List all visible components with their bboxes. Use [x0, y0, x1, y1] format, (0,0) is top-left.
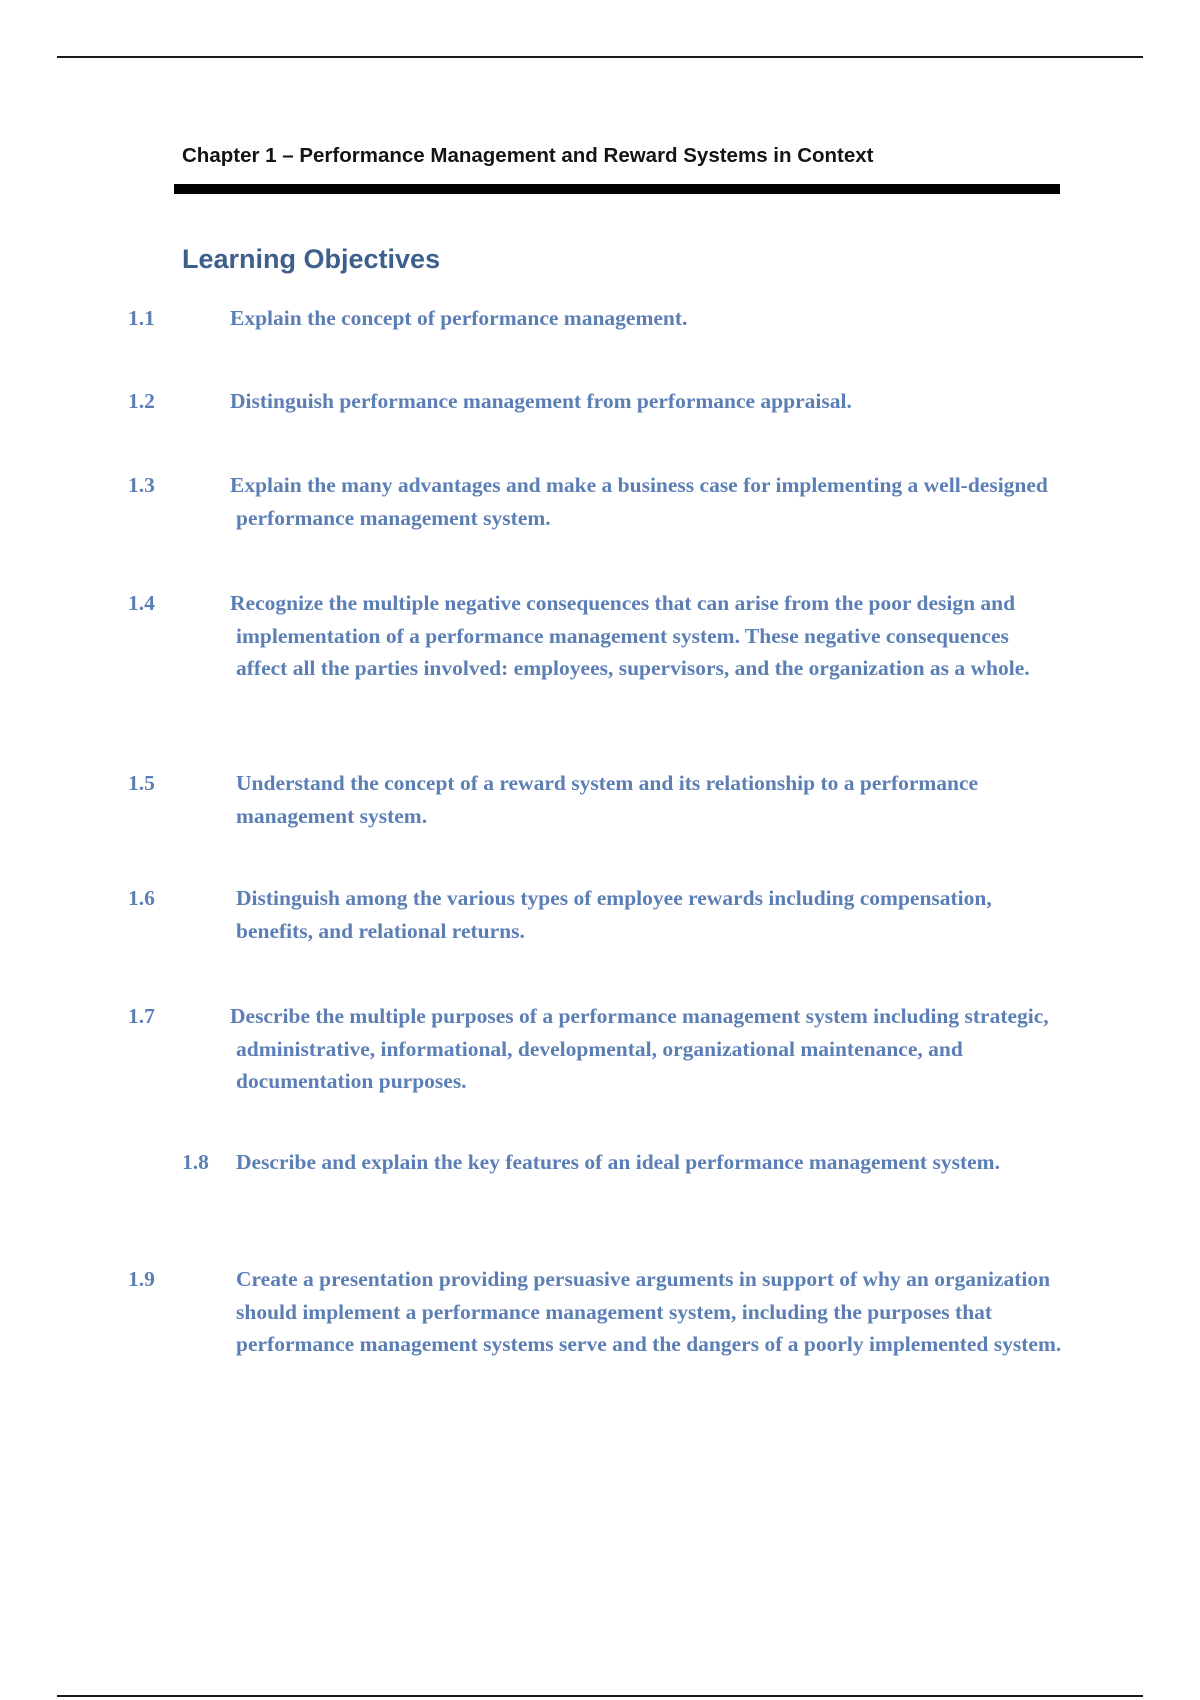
- objective-number: 1.7: [128, 1004, 155, 1028]
- objective-1-9: [128, 1263, 1062, 1361]
- objective-1-7: [128, 1000, 1062, 1098]
- objective-number: 1.8: [182, 1150, 209, 1174]
- learning-objectives-title: Learning Objectives: [182, 244, 441, 274]
- objective-1-2: [128, 385, 1062, 418]
- header-divider-bar: [174, 184, 1060, 194]
- objective-number: 1.9: [128, 1267, 155, 1291]
- objective-number: 1.2: [128, 389, 155, 413]
- objective-number: 1.4: [128, 591, 155, 615]
- objective-text: Describe and explain the key features of an ideal performance management system.: [236, 1150, 1000, 1174]
- objective-text: Distinguish among the various types of employee rewards including compensation, benefits, and relational returns.: [236, 886, 992, 943]
- objective-number: 1.6: [128, 886, 155, 910]
- objective-1-3: [128, 469, 1062, 534]
- objective-1-6: [128, 882, 1062, 947]
- objective-text: Explain the concept of performance management.: [230, 306, 688, 330]
- objective-text: Recognize the multiple negative consequences that can arise from the poor design and implementation of a performance management system. These negative consequences affect all the parties involved: employees, supervisors, and the organization as a whole.: [230, 591, 1030, 680]
- objective-text: Create a presentation providing persuasive arguments in support of why an organization should implement a performance management system, including the purposes that performance management systems serve and the dangers of a poorly implemented system.: [236, 1267, 1062, 1356]
- objective-number: 1.3: [128, 473, 155, 497]
- objective-text: Understand the concept of a reward system and its relationship to a performance management system.: [236, 771, 979, 828]
- objective-text: Describe the multiple purposes of a performance management system including strategic, administrative, informational, developmental, organizational maintenance, and documentation purposes.: [230, 1004, 1049, 1093]
- objective-number: 1.5: [128, 771, 155, 795]
- objective-1-4: [128, 587, 1062, 685]
- chapter-header: Chapter 1 – Performance Management and Reward Systems in Context: [182, 144, 874, 167]
- objective-text: Explain the many advantages and make a business case for implementing a well-designed performance management system.: [230, 473, 1048, 530]
- objective-number: 1.1: [128, 306, 155, 330]
- objective-1-8: [182, 1146, 1062, 1179]
- objective-text: Distinguish performance management from performance appraisal.: [230, 389, 852, 413]
- page-top-rule: [57, 56, 1143, 58]
- objective-1-1: [128, 302, 1062, 335]
- objective-1-5: [128, 767, 1062, 832]
- page-bottom-rule: [57, 1695, 1143, 1697]
